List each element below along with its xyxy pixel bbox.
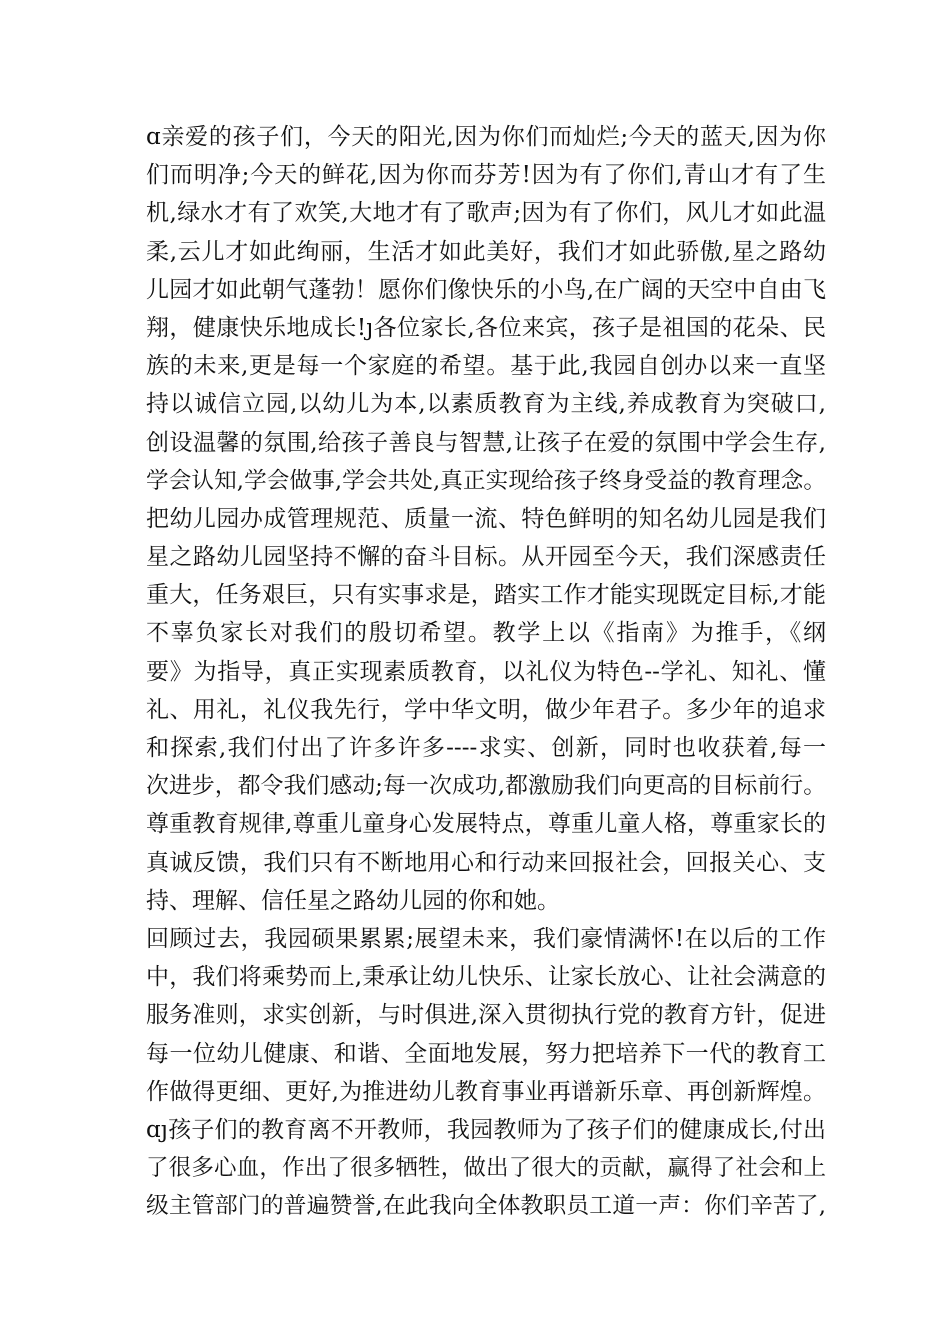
text-line: 学会认知,学会做事,学会共处,真正实现给孩子终身受益的教育理念。: [146, 467, 826, 494]
text-line: 了很多心血，作出了很多牺牲，做出了很大的贡献，赢得了社会和上: [146, 1155, 826, 1182]
text-line: 尊重教育规律,尊重儿童身心发展特点，尊重儿童人格，尊重家长的: [146, 811, 826, 838]
text-line: 作做得更细、更好,为推进幼儿教育事业再谱新乐章、再创新辉煌。: [146, 1078, 826, 1105]
text-line: 们而明净;今天的鲜花,因为你而芬芳!因为有了你们,青山才有了生: [146, 162, 826, 189]
text-line: 柔,云儿才如此绚丽，生活才如此美好，我们才如此骄傲,星之路幼: [146, 238, 826, 265]
text-line: 级主管部门的普遍赞誉,在此我向全体教职员工道一声：你们辛苦了,: [146, 1193, 826, 1220]
text-line: 每一位幼儿健康、和谐、全面地发展，努力把培养下一代的教育工: [146, 1040, 826, 1067]
body-text: [146, 118, 826, 1225]
text-line: 和探索,我们付出了许多许多----求实、创新，同时也收获着,每一: [146, 735, 826, 761]
text-line: 持、理解、信任星之路幼儿园的你和她。: [146, 887, 560, 914]
text-line: 重大，任务艰巨，只有实事求是，踏实工作才能实现既定目标,才能: [146, 582, 826, 609]
text-line: 要》为指导，真正实现素质教育，以礼仪为特色--学礼、知礼、懂: [146, 658, 826, 685]
text-line: 礼、用礼，礼仪我先行，学中华文明，做少年君子。多少年的追求: [146, 696, 826, 723]
text-line: 中，我们将乘势而上,秉承让幼儿快乐、让家长放心、让社会满意的: [146, 964, 826, 991]
text-line: 机,绿水才有了欢笑,大地才有了歌声;因为有了你们，风儿才如此温: [146, 200, 826, 227]
text-line: 真诚反馈，我们只有不断地用心和行动来回报社会，回报关心、支: [146, 849, 826, 876]
text-line: 创设温馨的氛围,给孩子善良与智慧,让孩子在爱的氛围中学会生存,: [146, 429, 826, 456]
text-line: 翔，健康快乐地成长!ȷ各位家长,各位来宾，孩子是祖国的花朵、民: [146, 314, 826, 341]
text-line: 儿园才如此朝气蓬勃！愿你们像快乐的小鸟,在广阔的天空中自由飞: [146, 276, 826, 303]
text-line: 服务准则，求实创新，与时俱进,深入贯彻执行党的教育方针，促进: [146, 1002, 826, 1029]
text-line: 持以诚信立园,以幼儿为本,以素质教育为主线,养成教育为突破口,: [146, 391, 826, 418]
text-line: 星之路幼儿园坚持不懈的奋斗目标。从开园至今天，我们深感责任: [146, 544, 826, 571]
text-line: 次进步，都令我们感动;每一次成功,都激励我们向更高的目标前行。: [146, 773, 826, 800]
text-line: 把幼儿园办成管理规范、质量一流、特色鲜明的知名幼儿园是我们: [146, 505, 826, 532]
text-line: 族的未来,更是每一个家庭的希望。基于此,我园自创办以来一直坚: [146, 353, 826, 380]
text-line: ɑ亲爱的孩子们，今天的阳光,因为你们而灿烂;今天的蓝天,因为你: [146, 124, 826, 150]
text-line: 回顾过去，我园硕果累累;展望未来，我们豪情满怀!在以后的工作: [146, 925, 826, 952]
text-line: 不辜负家长对我们的殷切希望。教学上以《指南》为推手，《纲: [146, 620, 826, 647]
text-line: ɑȷ孩子们的教育离不开教师，我园教师为了孩子们的健康成长,付出: [146, 1116, 826, 1143]
